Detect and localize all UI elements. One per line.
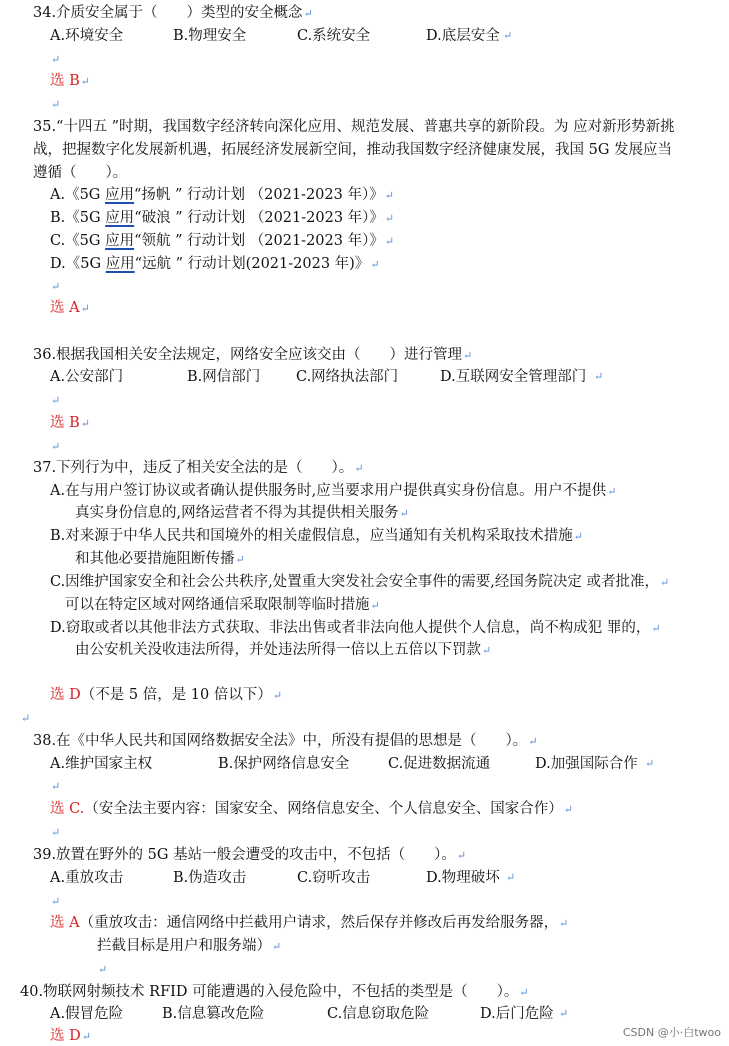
q36-answer: 选 B↵	[50, 415, 90, 431]
option-a: A.维护国家主权	[50, 756, 153, 772]
q35-stem-line-2: 战，把握数字化发展新机遇，拓展经济发展新空间，推动我国数字经济健康发展，我国 5G 发展应当	[33, 142, 673, 158]
option-d: D.底层安全	[426, 28, 500, 44]
q39-answer: 选 A（重放攻击：通信网络中拦截用户请求，然后保存并修改后再发给服务器，↵	[50, 915, 569, 931]
empty-line: ↵	[51, 780, 61, 793]
option-b: B.保护网络信息安全	[218, 756, 350, 772]
q37-option-d-line-1: D.窃取或者以其他非法方式获取、非法出售或者非法向他人提供个人信息，尚不构成犯 罪的，↵	[50, 620, 661, 636]
option-d: D.互联网安全管理部门	[440, 369, 587, 385]
q35-stem-line-3: 遵循（ ）。	[33, 165, 128, 181]
q37-option-b-line-1: B.对来源于中华人民共和国境外的相关虚假信息，应当通知有关机构采取技术措施↵	[50, 528, 583, 544]
q35-option-c: C.《5G 应用“领航 ” 行动计划 （2021-2023 年）》↵	[50, 233, 395, 249]
empty-line: ↵	[51, 394, 61, 407]
q35-option-d: D.《5G 应用“远航 ” 行动计划(2021-2023 年)》↵	[50, 256, 380, 272]
option-b: B.物理安全	[173, 28, 247, 44]
q36-stem: 36.根据我国相关安全法规定，网络安全应该交由（ ）进行管理↵	[33, 347, 473, 363]
empty-line: ↵	[51, 895, 61, 908]
q35-option-a: A.《5G 应用“扬帆 ” 行动计划 （2021-2023 年）》↵	[50, 187, 394, 203]
q39-stem: 39.放置在野外的 5G 基站一般会遭受的攻击中，不包括（ ）。↵	[33, 847, 467, 863]
option-b: B.信息篡改危险	[162, 1006, 265, 1022]
q37-option-c-line-1: C.因维护国家安全和社会公共秩序,处置重大突发社会安全事件的需要,经国务院决定 或者批准，↵	[50, 574, 670, 590]
q37-stem: 37.下列行为中，违反了相关安全法的是（ ）。↵	[33, 460, 364, 476]
option-d: D.加强国际合作	[535, 756, 638, 772]
q37-option-a-line-2: 真实身份信息的,网络运营者不得为其提供相关服务↵	[75, 505, 409, 521]
option-d: D.物理破坏	[426, 870, 500, 886]
option-b: B.伪造攻击	[173, 870, 247, 886]
q40-answer: 选 D↵	[50, 1028, 91, 1044]
q37-option-a-line-1: A.在与用户签订协议或者确认提供服务时,应当要求用户提供真实身份信息。用户不提供↵	[50, 483, 617, 499]
q37-answer: 选 D（不是 5 倍，是 10 倍以下）↵	[50, 687, 283, 703]
q40-stem: 40.物联网射频技术 RFID 可能遭遇的入侵危险中，不包括的类型是（ ）。↵	[20, 984, 529, 1000]
option-c: C.信息窃取危险	[327, 1006, 430, 1022]
q37-option-c-line-2: 可以在特定区域对网络通信采取限制等临时措施↵	[65, 597, 380, 613]
q39-answer-note-2: 拦截目标是用户和服务端）↵	[97, 938, 282, 954]
empty-line: ↵	[51, 440, 61, 453]
q35-stem-line-1: 35.“十四五 ”时期，我国数字经济转向深化应用、规范发展、普惠共享的新阶段。为 应对新形势新挑	[33, 119, 675, 135]
empty-line: ↵	[98, 963, 108, 976]
option-b: B.网信部门	[187, 369, 261, 385]
empty-line: ↵	[51, 280, 61, 293]
q35-option-b: B.《5G 应用“破浪 ” 行动计划 （2021-2023 年）》↵	[50, 210, 395, 226]
q38-answer: 选 C.（安全法主要内容：国家安全、网络信息安全、个人信息安全、国家合作）↵	[50, 801, 574, 817]
q35-answer: 选 A↵	[50, 300, 90, 316]
option-c: C.网络执法部门	[296, 369, 399, 385]
q37-option-b-line-2: 和其他必要措施阻断传播↵	[75, 551, 245, 567]
watermark: CSDN @小·白twoo	[622, 1026, 721, 1039]
option-a: A.环境安全	[50, 28, 124, 44]
empty-line: ↵	[51, 98, 61, 111]
empty-line: ↵	[51, 826, 61, 839]
option-c: C.系统安全	[297, 28, 371, 44]
option-a: A.假冒危险	[50, 1006, 124, 1022]
q34-answer: 选 B↵	[50, 73, 90, 89]
option-a: A.公安部门	[50, 369, 124, 385]
option-a: A.重放攻击	[50, 870, 124, 886]
option-c: C.促进数据流通	[388, 756, 491, 772]
q38-stem: 38.在《中华人民共和国网络数据安全法》中，所没有提倡的思想是（ ）。↵	[33, 733, 538, 749]
q34-stem: 34.介质安全属于（ ）类型的安全概念↵	[33, 5, 313, 21]
empty-line: ↵	[21, 712, 31, 725]
option-c: C.窃听攻击	[297, 870, 371, 886]
empty-line: ↵	[51, 53, 61, 66]
q37-option-d-line-2: 由公安机关没收违法所得，并处违法所得一倍以上五倍以下罚款↵	[75, 642, 492, 658]
option-d: D.后门危险	[480, 1006, 554, 1022]
